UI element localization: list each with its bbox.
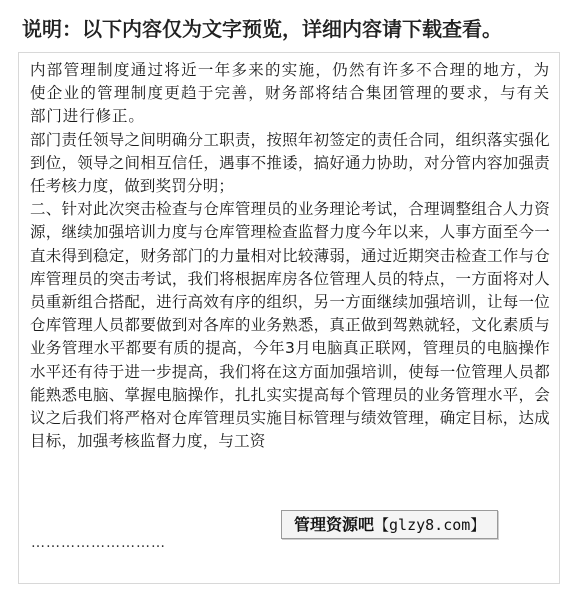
document-preview — [18, 52, 560, 584]
preview-notice: 说明：以下内容仅为文字预览，详细内容请下载查看。 — [22, 17, 502, 41]
paragraph-intro: 内部管理制度通过将近一年多来的实施，仍然有许多不合理的地方，为使企业的管理制度更趋于完善，财务部将结合集团管理的要求，与有关部门进行修正。 — [30, 61, 550, 126]
paragraph-responsibility: 部门责任领导之间明确分工职责，按照年初签定的责任合同，组织落实强化到位，领导之间相互信任，遇事不推诿，搞好通力协助，对分管内容加强责任考核力度，做到奖罚分明； — [30, 130, 550, 196]
watermark-label: 管理资源吧 — [294, 515, 375, 534]
paragraph-section-two: 二、针对此次突击检查与仓库管理员的业务理论考试，合理调整组合人力资源，继续加强培训力度与仓库管理检查监督力度今年以来，人事方面至今一直未得到稳定，财务部门的力量相对比较薄弱，通过近期突击检查工作与仓库管理员的突击考试，我们将根据库房各位管理人员的特点，一方面将对人员重新组合搭配，进行高效有序的组织，另一方面继续加强培训，让每一位仓库管理人员都要做到对各库的业务熟悉，真正做到驾熟就轻，文化素质与业务管理水平都要有质的提高，今年3月电脑真正联网，管理员的电脑操作水平还有待于进一步提高，我们将在这方面加强培训，使每一位管理人员都能熟悉电脑、掌握电脑操作，扎扎实实提高每个管理员的业务管理水平，会议之后我们将严格对仓库管理员实施目标管理与绩效管理，确定目标，达成目标，加强考核监督力度，与工资 — [30, 200, 550, 451]
site-watermark — [281, 510, 498, 539]
document-body — [30, 59, 550, 453]
watermark-site: 【glzy8.com】 — [374, 516, 486, 534]
truncation-ellipsis: ……………………… — [31, 535, 166, 551]
